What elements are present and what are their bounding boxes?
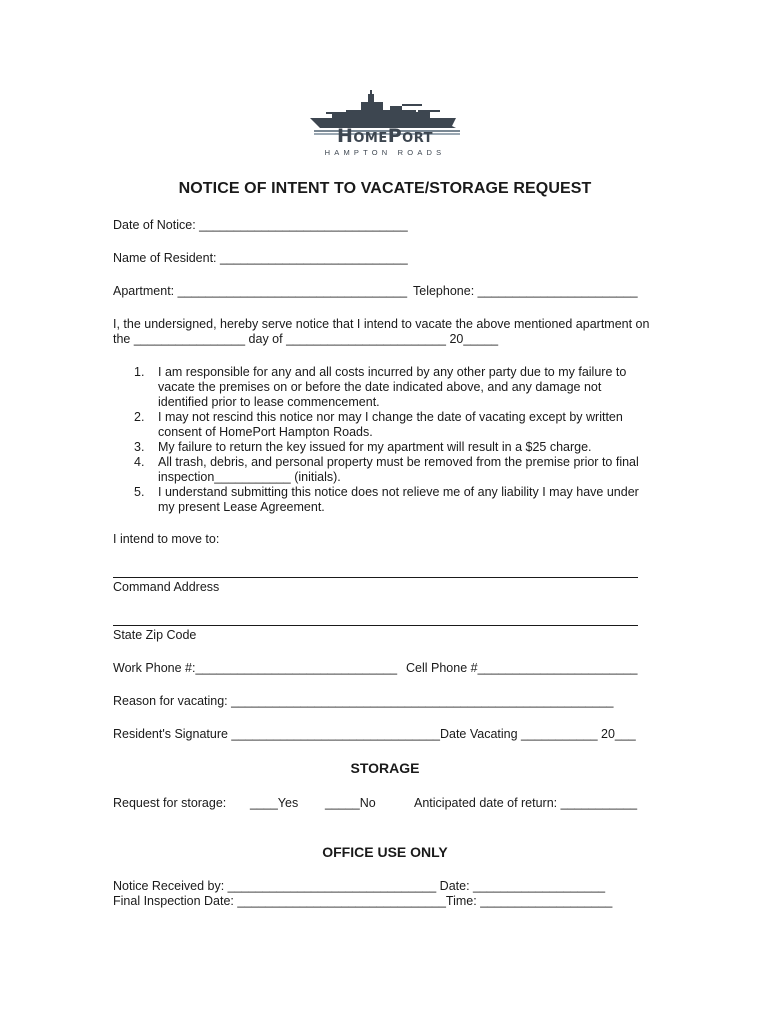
term-number: 4. [134, 455, 145, 469]
storage-heading: STORAGE [350, 760, 420, 776]
logo-tagline: HAMPTON ROADS [324, 148, 446, 157]
command-address-line[interactable] [113, 577, 638, 578]
term-number: 5. [134, 485, 145, 499]
notice-received-field[interactable]: Notice Received by: ______________________________ Date: ___________________ [113, 879, 606, 893]
final-inspection-field[interactable]: Final Inspection Date: ______________________________Time: ___________________ [113, 894, 613, 908]
term-line: my present Lease Agreement. [158, 500, 325, 514]
notice-line-1: I, the undersigned, hereby serve notice that I intend to vacate the above mentioned apartment on [113, 317, 650, 331]
anticipated-return-field[interactable]: Anticipated date of return: ___________ [414, 796, 638, 810]
term-line: All trash, debris, and personal property must be removed from the premise prior to final [158, 455, 639, 469]
term-line: consent of HomePort Hampton Roads. [158, 425, 373, 439]
logo-brand: HomePort [336, 125, 434, 147]
document-title: NOTICE OF INTENT TO VACATE/STORAGE REQUEST [178, 180, 592, 197]
notice-line-2[interactable]: the ________________ day of _______________________ 20_____ [113, 332, 499, 346]
telephone-field[interactable]: Telephone: _______________________ [413, 284, 638, 298]
apartment-field[interactable]: Apartment: _________________________________ [113, 284, 408, 298]
command-address-label: Command Address [113, 580, 220, 594]
storage-no-field[interactable]: _____No [325, 796, 376, 810]
work-phone-field[interactable]: Work Phone #:_____________________________ [113, 661, 398, 675]
cell-phone-field[interactable]: Cell Phone #_______________________ [406, 661, 638, 675]
storage-request-label: Request for storage: [113, 796, 227, 810]
office-use-heading: OFFICE USE ONLY [322, 844, 448, 860]
term-line: I may not rescind this notice nor may I change the date of vacating except by written [158, 410, 623, 424]
initials-field[interactable]: inspection___________ (initials). [158, 470, 341, 484]
term-line: vacate the premises on or before the date indicated above, and any damage not [158, 380, 602, 394]
term-line: My failure to return the key issued for my apartment will result in a $25 charge. [158, 440, 592, 454]
signature-date-vacating-field[interactable]: Resident's Signature ______________________________Date Vacating ___________ 20___ [113, 727, 636, 741]
name-of-resident-field[interactable]: Name of Resident: ___________________________ [113, 251, 408, 265]
term-number: 3. [134, 440, 145, 454]
term-number: 1. [134, 365, 145, 379]
storage-yes-field[interactable]: ____Yes [250, 796, 299, 810]
term-line: identified prior to lease commencement. [158, 395, 380, 409]
reason-for-vacating-field[interactable]: Reason for vacating: _______________________________________________________ [113, 694, 614, 708]
state-zip-line[interactable] [113, 625, 638, 626]
date-of-notice-field[interactable]: Date of Notice: ______________________________ [113, 218, 408, 232]
term-number: 2. [134, 410, 145, 424]
term-line: I understand submitting this notice does not relieve me of any liability I may have under [158, 485, 639, 499]
state-zip-label: State Zip Code [113, 628, 197, 642]
term-line: I am responsible for any and all costs incurred by any other party due to my failure to [158, 365, 627, 379]
homeport-logo [306, 88, 466, 164]
move-to-label: I intend to move to: [113, 532, 220, 546]
